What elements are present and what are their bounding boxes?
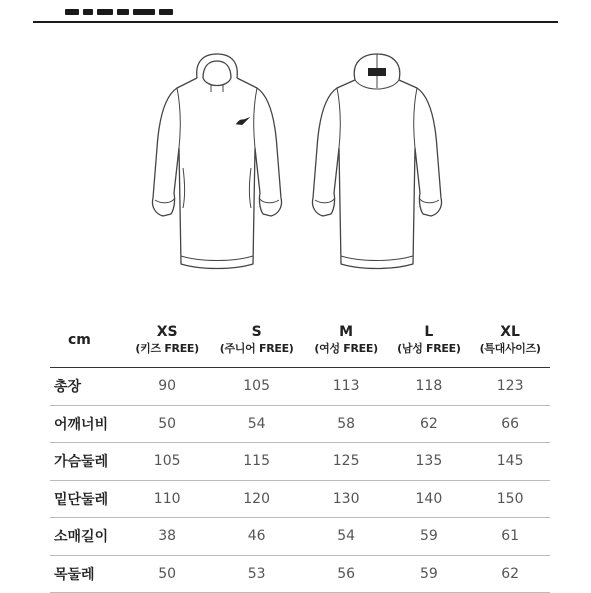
unit-label: cm	[50, 312, 126, 368]
size-header-xl: XL (특대사이즈)	[470, 312, 550, 368]
puma-logo-icon	[235, 116, 251, 126]
row-label: 가슴둘레	[50, 443, 126, 481]
table-cell: 118	[388, 368, 471, 406]
table-cell: 90	[126, 368, 209, 406]
table-cell: 150	[470, 480, 550, 518]
row-label: 소매길이	[50, 518, 126, 556]
front-view-illustration	[147, 48, 287, 288]
size-header-s: S (주니어 FREE)	[209, 312, 305, 368]
cropped-heading	[65, 0, 195, 7]
table-row	[50, 518, 550, 556]
table-row	[50, 555, 550, 593]
table-cell: 38	[126, 518, 209, 556]
table-cell: 140	[388, 480, 471, 518]
table-cell: 62	[388, 405, 471, 443]
size-chart-table	[50, 312, 550, 593]
size-header-xs: XS (키즈 FREE)	[126, 312, 209, 368]
table-cell: 145	[470, 443, 550, 481]
table-cell: 105	[209, 368, 305, 406]
row-label: 총장	[50, 368, 126, 406]
table-cell: 58	[305, 405, 388, 443]
size-header-l: L (남성 FREE)	[388, 312, 471, 368]
table-row	[50, 443, 550, 481]
row-label: 목둘레	[50, 555, 126, 593]
table-cell: 66	[470, 405, 550, 443]
table-cell: 50	[126, 405, 209, 443]
table-row	[50, 405, 550, 443]
table-cell: 50	[126, 555, 209, 593]
table-cell: 113	[305, 368, 388, 406]
table-cell: 123	[470, 368, 550, 406]
size-header-row	[50, 312, 550, 368]
table-cell: 62	[470, 555, 550, 593]
table-cell: 46	[209, 518, 305, 556]
table-cell: 59	[388, 518, 471, 556]
back-view-illustration	[307, 48, 447, 288]
table-cell: 135	[388, 443, 471, 481]
table-cell: 110	[126, 480, 209, 518]
table-cell: 56	[305, 555, 388, 593]
table-cell: 115	[209, 443, 305, 481]
table-cell: 54	[305, 518, 388, 556]
table-cell: 59	[388, 555, 471, 593]
table-cell: 105	[126, 443, 209, 481]
back-label-tag	[368, 68, 386, 76]
table-row	[50, 480, 550, 518]
row-label: 어깨너비	[50, 405, 126, 443]
heading-divider	[33, 21, 558, 23]
table-cell: 125	[305, 443, 388, 481]
table-cell: 53	[209, 555, 305, 593]
table-cell: 61	[470, 518, 550, 556]
table-cell: 120	[209, 480, 305, 518]
table-row	[50, 368, 550, 406]
table-cell: 54	[209, 405, 305, 443]
size-header-m: M (여성 FREE)	[305, 312, 388, 368]
table-cell: 130	[305, 480, 388, 518]
row-label: 밑단둘레	[50, 480, 126, 518]
